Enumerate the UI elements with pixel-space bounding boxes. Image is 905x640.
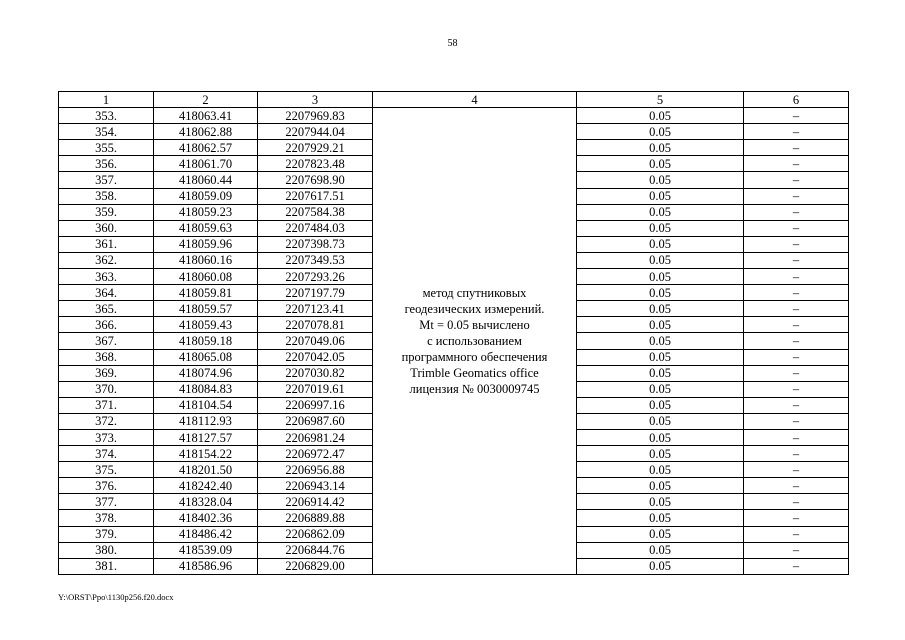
accuracy-cell: 0.05 (577, 156, 744, 172)
note-cell: – (744, 446, 849, 462)
note-cell: – (744, 494, 849, 510)
accuracy-cell: 0.05 (577, 446, 744, 462)
y-coordinate-cell: 2206844.76 (258, 542, 373, 558)
y-coordinate-cell: 2206862.09 (258, 526, 373, 542)
y-coordinate-cell: 2207617.51 (258, 188, 373, 204)
point-number-cell: 359. (59, 204, 154, 220)
note-cell: – (744, 252, 849, 268)
y-coordinate-cell: 2207929.21 (258, 140, 373, 156)
y-coordinate-cell: 2207019.61 (258, 381, 373, 397)
note-cell: – (744, 397, 849, 413)
table-header-row (59, 92, 849, 108)
accuracy-cell: 0.05 (577, 478, 744, 494)
x-coordinate-cell: 418059.63 (154, 220, 258, 236)
note-cell: – (744, 478, 849, 494)
x-coordinate-cell: 418059.57 (154, 301, 258, 317)
x-coordinate-cell: 418242.40 (154, 478, 258, 494)
coordinates-table (58, 91, 849, 575)
point-number-cell: 355. (59, 140, 154, 156)
note-cell: – (744, 510, 849, 526)
y-coordinate-cell: 2207049.06 (258, 333, 373, 349)
note-cell: – (744, 124, 849, 140)
x-coordinate-cell: 418104.54 (154, 397, 258, 413)
y-coordinate-cell: 2206829.00 (258, 558, 373, 574)
note-cell: – (744, 172, 849, 188)
accuracy-cell: 0.05 (577, 124, 744, 140)
x-coordinate-cell: 418059.43 (154, 317, 258, 333)
note-cell: – (744, 429, 849, 445)
note-cell: – (744, 269, 849, 285)
y-coordinate-cell: 2206889.88 (258, 510, 373, 526)
point-number-cell: 367. (59, 333, 154, 349)
x-coordinate-cell: 418154.22 (154, 446, 258, 462)
accuracy-cell: 0.05 (577, 236, 744, 252)
accuracy-cell: 0.05 (577, 413, 744, 429)
point-number-cell: 377. (59, 494, 154, 510)
header-col-3: 3 (258, 92, 373, 108)
x-coordinate-cell: 418486.42 (154, 526, 258, 542)
header-col-5: 5 (577, 92, 744, 108)
y-coordinate-cell: 2206972.47 (258, 446, 373, 462)
y-coordinate-cell: 2207944.04 (258, 124, 373, 140)
note-cell: – (744, 188, 849, 204)
note-cell: – (744, 317, 849, 333)
accuracy-cell: 0.05 (577, 542, 744, 558)
point-number-cell: 370. (59, 381, 154, 397)
page-number: 58 (447, 38, 458, 49)
x-coordinate-cell: 418060.08 (154, 269, 258, 285)
note-cell: – (744, 413, 849, 429)
x-coordinate-cell: 418112.93 (154, 413, 258, 429)
y-coordinate-cell: 2207349.53 (258, 252, 373, 268)
accuracy-cell: 0.05 (577, 397, 744, 413)
accuracy-cell: 0.05 (577, 333, 744, 349)
method-description-line: Mt = 0.05 вычислено (419, 317, 530, 332)
y-coordinate-cell: 2207197.79 (258, 285, 373, 301)
y-coordinate-cell: 2206997.16 (258, 397, 373, 413)
accuracy-cell: 0.05 (577, 429, 744, 445)
accuracy-cell: 0.05 (577, 462, 744, 478)
note-cell: – (744, 220, 849, 236)
point-number-cell: 365. (59, 301, 154, 317)
x-coordinate-cell: 418127.57 (154, 429, 258, 445)
y-coordinate-cell: 2207293.26 (258, 269, 373, 285)
method-description-line: метод спутниковых (422, 285, 527, 300)
x-coordinate-cell: 418084.83 (154, 381, 258, 397)
note-cell: – (744, 236, 849, 252)
method-description-cell (373, 108, 577, 575)
note-cell: – (744, 285, 849, 301)
footer-file-path: Y:\ORST\Ppo\1130p256.f20.docx (58, 592, 174, 602)
point-number-cell: 374. (59, 446, 154, 462)
method-description-line: лицензия № 0030009745 (409, 381, 540, 396)
table-row (59, 108, 849, 124)
point-number-cell: 357. (59, 172, 154, 188)
point-number-cell: 380. (59, 542, 154, 558)
y-coordinate-cell: 2207078.81 (258, 317, 373, 333)
x-coordinate-cell: 418201.50 (154, 462, 258, 478)
accuracy-cell: 0.05 (577, 526, 744, 542)
y-coordinate-cell: 2207123.41 (258, 301, 373, 317)
note-cell: – (744, 365, 849, 381)
header-col-4: 4 (373, 92, 577, 108)
note-cell: – (744, 156, 849, 172)
note-cell: – (744, 558, 849, 574)
note-cell: – (744, 349, 849, 365)
point-number-cell: 372. (59, 413, 154, 429)
x-coordinate-cell: 418059.18 (154, 333, 258, 349)
point-number-cell: 381. (59, 558, 154, 574)
header-col-6: 6 (744, 92, 849, 108)
point-number-cell: 363. (59, 269, 154, 285)
accuracy-cell: 0.05 (577, 140, 744, 156)
x-coordinate-cell: 418061.70 (154, 156, 258, 172)
header-col-2: 2 (154, 92, 258, 108)
accuracy-cell: 0.05 (577, 510, 744, 526)
y-coordinate-cell: 2206981.24 (258, 429, 373, 445)
accuracy-cell: 0.05 (577, 172, 744, 188)
note-cell: – (744, 462, 849, 478)
point-number-cell: 371. (59, 397, 154, 413)
x-coordinate-cell: 418586.96 (154, 558, 258, 574)
point-number-cell: 378. (59, 510, 154, 526)
accuracy-cell: 0.05 (577, 285, 744, 301)
y-coordinate-cell: 2207042.05 (258, 349, 373, 365)
point-number-cell: 353. (59, 108, 154, 124)
y-coordinate-cell: 2207823.48 (258, 156, 373, 172)
point-number-cell: 369. (59, 365, 154, 381)
x-coordinate-cell: 418060.16 (154, 252, 258, 268)
x-coordinate-cell: 418059.09 (154, 188, 258, 204)
x-coordinate-cell: 418062.88 (154, 124, 258, 140)
x-coordinate-cell: 418402.36 (154, 510, 258, 526)
x-coordinate-cell: 418328.04 (154, 494, 258, 510)
note-cell: – (744, 108, 849, 124)
point-number-cell: 373. (59, 429, 154, 445)
accuracy-cell: 0.05 (577, 381, 744, 397)
accuracy-cell: 0.05 (577, 269, 744, 285)
y-coordinate-cell: 2207698.90 (258, 172, 373, 188)
x-coordinate-cell: 418059.23 (154, 204, 258, 220)
point-number-cell: 361. (59, 236, 154, 252)
x-coordinate-cell: 418059.81 (154, 285, 258, 301)
method-description-line: геодезических измерений. (404, 301, 545, 316)
x-coordinate-cell: 418063.41 (154, 108, 258, 124)
accuracy-cell: 0.05 (577, 317, 744, 333)
method-description-line: программного обеспечения (401, 349, 548, 364)
point-number-cell: 360. (59, 220, 154, 236)
point-number-cell: 376. (59, 478, 154, 494)
accuracy-cell: 0.05 (577, 188, 744, 204)
header-col-1: 1 (59, 92, 154, 108)
y-coordinate-cell: 2207584.38 (258, 204, 373, 220)
note-cell: – (744, 542, 849, 558)
accuracy-cell: 0.05 (577, 204, 744, 220)
point-number-cell: 366. (59, 317, 154, 333)
note-cell: – (744, 204, 849, 220)
accuracy-cell: 0.05 (577, 558, 744, 574)
x-coordinate-cell: 418060.44 (154, 172, 258, 188)
accuracy-cell: 0.05 (577, 220, 744, 236)
x-coordinate-cell: 418065.08 (154, 349, 258, 365)
note-cell: – (744, 333, 849, 349)
x-coordinate-cell: 418059.96 (154, 236, 258, 252)
point-number-cell: 354. (59, 124, 154, 140)
accuracy-cell: 0.05 (577, 365, 744, 381)
y-coordinate-cell: 2206987.60 (258, 413, 373, 429)
point-number-cell: 362. (59, 252, 154, 268)
y-coordinate-cell: 2207398.73 (258, 236, 373, 252)
note-cell: – (744, 381, 849, 397)
point-number-cell: 358. (59, 188, 154, 204)
point-number-cell: 375. (59, 462, 154, 478)
note-cell: – (744, 301, 849, 317)
y-coordinate-cell: 2206956.88 (258, 462, 373, 478)
x-coordinate-cell: 418539.09 (154, 542, 258, 558)
accuracy-cell: 0.05 (577, 252, 744, 268)
point-number-cell: 364. (59, 285, 154, 301)
point-number-cell: 379. (59, 526, 154, 542)
y-coordinate-cell: 2207484.03 (258, 220, 373, 236)
note-cell: – (744, 140, 849, 156)
point-number-cell: 356. (59, 156, 154, 172)
accuracy-cell: 0.05 (577, 494, 744, 510)
y-coordinate-cell: 2206943.14 (258, 478, 373, 494)
accuracy-cell: 0.05 (577, 108, 744, 124)
y-coordinate-cell: 2207030.82 (258, 365, 373, 381)
point-number-cell: 368. (59, 349, 154, 365)
accuracy-cell: 0.05 (577, 301, 744, 317)
method-description-line: Trimble Geomatics office (410, 365, 539, 380)
method-description-line: с использованием (427, 333, 522, 348)
y-coordinate-cell: 2206914.42 (258, 494, 373, 510)
y-coordinate-cell: 2207969.83 (258, 108, 373, 124)
x-coordinate-cell: 418062.57 (154, 140, 258, 156)
x-coordinate-cell: 418074.96 (154, 365, 258, 381)
note-cell: – (744, 526, 849, 542)
accuracy-cell: 0.05 (577, 349, 744, 365)
